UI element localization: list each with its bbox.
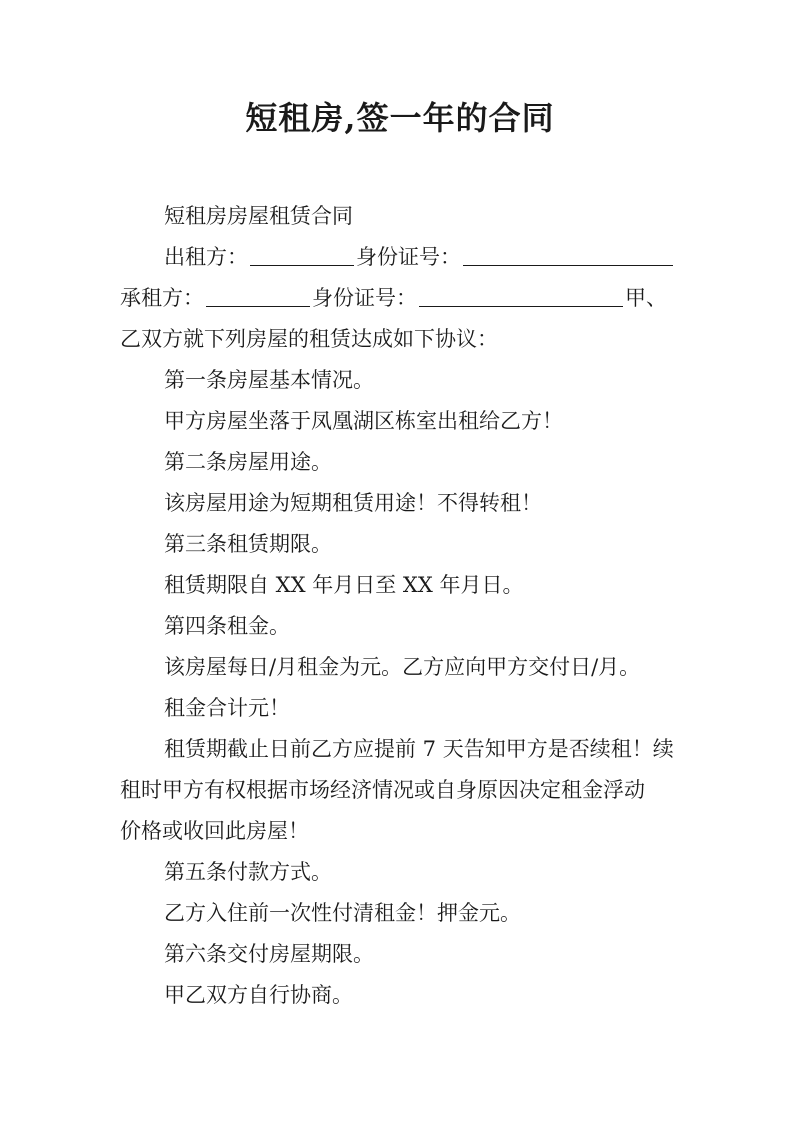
article5-heading: 第五条付款方式。 xyxy=(164,860,332,884)
contract-subtitle: 短租房房屋租赁合同 xyxy=(164,204,353,228)
article5-text: 乙方入住前一次性付清租金！押金元。 xyxy=(164,901,521,925)
article1-heading: 第一条房屋基本情况。 xyxy=(164,368,374,392)
article6-heading: 第六条交付房屋期限。 xyxy=(164,942,374,966)
document-title: 短租房,签一年的合同 xyxy=(245,99,555,137)
article2-text: 该房屋用途为短期租赁用途！不得转租！ xyxy=(164,491,542,515)
article6-text: 甲乙双方自行协商。 xyxy=(164,983,353,1007)
lessee-id-label: 身份证号： xyxy=(312,286,417,310)
lessor-label: 出租方： xyxy=(164,245,248,269)
lessor-id-label: 身份证号： xyxy=(356,245,461,269)
article4-text2: 租金合计元！ xyxy=(164,696,290,720)
lessor-line xyxy=(120,237,680,278)
renewal-line-3: 价格或收回此房屋！ xyxy=(120,819,309,843)
renewal-line-2: 租时甲方有权根据市场经济情况或自身原因决定租金浮动 xyxy=(120,778,645,802)
article3-heading: 第三条租赁期限。 xyxy=(164,532,332,556)
lessee-line xyxy=(120,278,680,319)
article2-heading: 第二条房屋用途。 xyxy=(164,450,332,474)
lessor-name-blank xyxy=(250,241,354,266)
lessee-id-blank xyxy=(419,282,623,307)
lessee-name-blank xyxy=(206,282,310,307)
article1-text: 甲方房屋坐落于凤凰湖区栋室出租给乙方！ xyxy=(164,409,563,433)
agreement-intro: 乙双方就下列房屋的租赁达成如下协议： xyxy=(120,327,498,351)
lessor-id-blank xyxy=(463,241,673,266)
document-body xyxy=(120,196,680,1016)
article4-heading: 第四条租金。 xyxy=(164,614,290,638)
lessee-label: 承租方： xyxy=(120,286,204,310)
article4-text1: 该房屋每日/月租金为元。乙方应向甲方交付日/月。 xyxy=(164,655,641,679)
renewal-line-1: 租赁期截止日前乙方应提前 7 天告知甲方是否续租！续 xyxy=(164,737,674,761)
article3-text: 租赁期限自 XX 年月日至 XX 年月日。 xyxy=(164,573,524,597)
lessee-line-tail: 甲、 xyxy=(625,286,667,310)
